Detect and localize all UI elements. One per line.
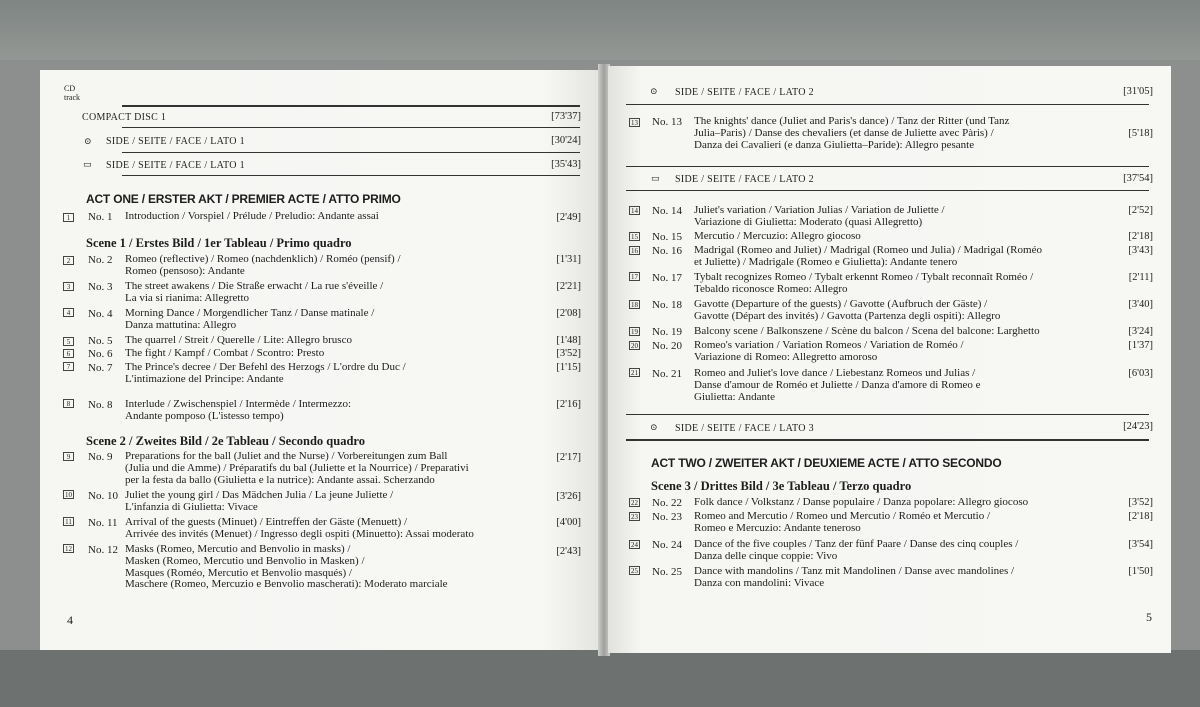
track-index: 5 xyxy=(63,337,74,346)
rule xyxy=(626,414,1149,415)
track-index: 13 xyxy=(631,119,638,127)
track-duration: [1'31] xyxy=(556,254,581,265)
track-number: No. 19 xyxy=(652,326,682,338)
side-duration: [37'54] xyxy=(1123,173,1153,184)
track-number: No. 11 xyxy=(88,517,118,529)
cd-icon: ⊙ xyxy=(650,86,658,96)
track-index: 10 xyxy=(65,491,72,499)
track-title xyxy=(694,272,1144,296)
track-index: 23 xyxy=(631,513,638,521)
track-line: Balcony scene / Balkonszene / Scène du balcon / Scena del balcone: Larghetto xyxy=(694,325,1040,337)
track-title xyxy=(125,544,545,591)
track-line: Juliet's variation / Variation Julias / Variation de Juliette / xyxy=(694,204,945,216)
track-duration: [3'52] xyxy=(1128,497,1153,508)
track-number: No. 3 xyxy=(88,281,113,293)
rule xyxy=(626,104,1149,105)
track-number: No. 6 xyxy=(88,348,113,360)
track-number: No. 25 xyxy=(652,566,682,578)
track-title xyxy=(694,539,1144,563)
track-line: Romeo (pensoso): Andante xyxy=(125,264,245,277)
track-title xyxy=(125,517,545,541)
track-index: 20 xyxy=(631,342,638,350)
track-line: The quarrel / Streit / Querelle / Lite: Allegro brusco xyxy=(125,334,352,346)
scene-heading: Scene 2 / Zweites Bild / 2e Tableau / Secondo quadro xyxy=(86,434,365,448)
track-line: The street awakens / Die Straße erwacht / La rue s'éveille / xyxy=(125,280,384,292)
cassette-icon: ▭ xyxy=(83,159,92,169)
track-duration: [2'52] xyxy=(1128,205,1153,216)
track-index: 17 xyxy=(631,273,638,281)
track-title xyxy=(694,511,1144,535)
side-duration: [30'24] xyxy=(551,135,581,146)
track-duration: [5'18] xyxy=(1128,128,1153,139)
track-title xyxy=(694,340,1144,364)
track-line: Julia–Paris) / Danse des chevaliers (et danse de Juliette avec Pàris) / xyxy=(694,126,994,139)
track-title xyxy=(125,281,545,305)
track-line: Variazione di Giulietta: Moderato (quasi Allegretto) xyxy=(694,215,923,228)
rule xyxy=(626,166,1149,167)
track-title xyxy=(125,211,545,223)
track-title xyxy=(694,245,1144,269)
track-line: Masques (Roméo, Mercutio et Benvolio masqués) / xyxy=(125,566,352,579)
track-title xyxy=(125,348,545,360)
cd-track-label xyxy=(64,84,80,102)
scene-heading: Scene 1 / Erstes Bild / 1er Tableau / Primo quadro xyxy=(86,236,352,250)
track-line: The Prince's decree / Der Befehl des Herzogs / L'ordre du Duc / xyxy=(125,361,406,373)
cassette-icon: ▭ xyxy=(651,173,660,183)
track-line: Mercutio / Mercuzio: Allegro giocoso xyxy=(694,230,861,242)
track-title xyxy=(125,451,545,486)
track-index: 18 xyxy=(631,301,638,309)
track-line: L'intimazione del Principe: Andante xyxy=(125,372,284,385)
track-line: Romeo's variation / Variation Romeos / Variation de Roméo / xyxy=(694,339,964,351)
track-number: No. 15 xyxy=(652,231,682,243)
track-index: 4 xyxy=(63,308,74,317)
track-line: Variazione di Romeo: Allegretto amoroso xyxy=(694,350,878,363)
track-duration: [2'49] xyxy=(556,212,581,223)
track-duration: [4'00] xyxy=(556,517,581,528)
right-page xyxy=(608,66,1171,653)
track-duration: [3'43] xyxy=(1128,245,1153,256)
track-line: (Julia und die Amme) / Préparatifs du bal (Juliette et la Nourrice) / Preparativi xyxy=(125,461,469,474)
track-duration: [2'17] xyxy=(556,452,581,463)
rule xyxy=(122,152,580,153)
track-index: 3 xyxy=(63,282,74,291)
track-line: Romeo e Mercuzio: Andante teneroso xyxy=(694,521,861,534)
track-duration: [3'40] xyxy=(1128,299,1153,310)
track-number: No. 9 xyxy=(88,451,113,463)
track-title xyxy=(694,205,1144,229)
track-line: Interlude / Zwischenspiel / Intermède / Intermezzo: xyxy=(125,398,352,410)
side-label: SIDE / SEITE / FACE / LATO 1 xyxy=(106,136,245,147)
track-duration: [2'11] xyxy=(1128,272,1153,283)
track-line: per la festa da ballo (Giulietta e la nutrice): Andante assai. Scherzando xyxy=(125,473,435,486)
disc-label: COMPACT DISC 1 xyxy=(82,112,167,123)
track-line: Gavotte (Departure of the guests) / Gavotte (Aufbruch der Gäste) / xyxy=(694,298,988,310)
side-duration: [31'05] xyxy=(1123,86,1153,97)
side-label: SIDE / SEITE / FACE / LATO 3 xyxy=(675,423,814,434)
track-line: Maschere (Romeo, Mercuzio e Benvolio mascherati): Moderato marciale xyxy=(125,578,448,591)
rule xyxy=(122,127,580,128)
track-number: No. 23 xyxy=(652,511,682,523)
track-number: No. 7 xyxy=(88,362,113,374)
track-number: No. 24 xyxy=(652,539,682,551)
track-index: 24 xyxy=(631,541,638,549)
track-line: Folk dance / Volkstanz / Danse populaire / Danza popolare: Allegro giocoso xyxy=(694,496,1029,508)
track-number: No. 18 xyxy=(652,299,682,311)
background-bottom xyxy=(0,650,1200,707)
act-heading: ACT TWO / ZWEITER AKT / DEUXIEME ACTE / ATTO SECONDO xyxy=(651,456,1002,470)
track-number: No. 20 xyxy=(652,340,682,352)
track-duration: [2'18] xyxy=(1128,511,1153,522)
track-number: No. 4 xyxy=(88,308,113,320)
track-line: Madrigal (Romeo and Juliet) / Madrigal (Romeo und Julia) / Madrigal (Roméo xyxy=(694,244,1042,256)
cd-icon: ⊙ xyxy=(650,422,658,432)
track-title xyxy=(694,116,1144,151)
track-line: Masks (Romeo, Mercutio and Benvolio in masks) / xyxy=(125,543,351,555)
track-number: No. 5 xyxy=(88,335,113,347)
track-index: 1 xyxy=(63,213,74,222)
track-number: No. 14 xyxy=(652,205,682,217)
side-duration: [35'43] xyxy=(551,159,581,170)
track-title xyxy=(125,399,545,423)
track-line: Juliet the young girl / Das Mädchen Julia / La jeune Juliette / xyxy=(125,489,394,501)
track-index: 22 xyxy=(631,499,638,507)
track-duration: [1'37] xyxy=(1128,340,1153,351)
track-title xyxy=(125,490,545,514)
disc-duration: [73'37] xyxy=(551,111,581,122)
rule xyxy=(122,175,580,176)
track-duration: [2'08] xyxy=(556,308,581,319)
track-line: Arrivée des invités (Menuet) / Ingresso degli ospiti (Minuetto): Assai moderato xyxy=(125,527,474,540)
track-number: No. 2 xyxy=(88,254,113,266)
track-duration: [6'03] xyxy=(1128,368,1153,379)
page-number: 5 xyxy=(1146,610,1152,624)
track-duration: [2'18] xyxy=(1128,231,1153,242)
side-label: SIDE / SEITE / FACE / LATO 2 xyxy=(675,87,814,98)
track-line: Romeo and Mercutio / Romeo und Mercutio / Roméo et Mercutio / xyxy=(694,510,991,522)
track-line: Dance with mandolins / Tanz mit Mandolinen / Danse avec mandolines / xyxy=(694,565,1015,577)
track-line: Danza dei Cavalieri (e danza Giulietta–Paride): Allegro pesante xyxy=(694,138,975,151)
track-line: Danza mattutina: Allegro xyxy=(125,318,237,331)
side-duration: [24'23] xyxy=(1123,421,1153,432)
track-title xyxy=(125,308,545,332)
track-number: No. 13 xyxy=(652,116,682,128)
track-title xyxy=(694,566,1144,590)
track-title xyxy=(694,326,1144,338)
track-duration: [2'43] xyxy=(556,546,581,557)
background-top xyxy=(0,0,1200,60)
track-index: 12 xyxy=(65,545,72,553)
track-label: track xyxy=(64,93,80,102)
track-title xyxy=(694,497,1144,509)
track-line: Morning Dance / Morgendlicher Tanz / Danse matinale / xyxy=(125,307,375,319)
track-index: 16 xyxy=(631,247,638,255)
rule xyxy=(626,190,1149,191)
track-duration: [3'54] xyxy=(1128,539,1153,550)
track-duration: [2'21] xyxy=(556,281,581,292)
track-duration: [2'16] xyxy=(556,399,581,410)
rule xyxy=(626,439,1149,441)
track-line: Danse d'amour de Roméo et Juliette / Danza d'amore di Romeo e xyxy=(694,378,981,391)
track-line: Dance of the five couples / Tanz der fünf Paare / Danse des cinq couples / xyxy=(694,538,1019,550)
track-duration: [3'26] xyxy=(556,491,581,502)
side-label: SIDE / SEITE / FACE / LATO 1 xyxy=(106,160,245,171)
track-line: Arrival of the guests (Minuet) / Eintreffen der Gäste (Menuett) / xyxy=(125,516,408,528)
track-number: No. 8 xyxy=(88,399,113,411)
rule xyxy=(122,105,580,107)
track-line: Introduction / Vorspiel / Prélude / Preludio: Andante assai xyxy=(125,210,379,222)
cd-icon: ⊙ xyxy=(84,136,92,146)
cd-label: CD xyxy=(64,84,76,93)
act-heading: ACT ONE / ERSTER AKT / PREMIER ACTE / ATTO PRIMO xyxy=(86,192,401,206)
scene-heading: Scene 3 / Drittes Bild / 3e Tableau / Terzo quadro xyxy=(651,479,912,493)
track-line: Gavotte (Départ des invités) / Gavotta (Partenza degli ospiti): Allegro xyxy=(694,309,1001,322)
track-duration: [1'48] xyxy=(556,335,581,346)
track-line: Preparations for the ball (Juliet and the Nurse) / Vorbereitungen zum Ball xyxy=(125,450,448,462)
track-title xyxy=(694,368,1144,403)
track-line: et Juliette) / Madrigale (Romeo e Giulietta): Andante tenero xyxy=(694,255,958,268)
track-title xyxy=(125,335,545,347)
track-index: 6 xyxy=(63,349,74,358)
track-number: No. 21 xyxy=(652,368,682,380)
page-number: 4 xyxy=(67,613,73,627)
track-index: 9 xyxy=(63,452,74,461)
track-line: The knights' dance (Juliet and Paris's dance) / Tanz der Ritter (und Tanz xyxy=(694,115,1010,127)
track-line: Danza con mandolini: Vivace xyxy=(694,576,825,589)
track-number: No. 1 xyxy=(88,211,113,223)
track-line: Romeo and Juliet's love dance / Liebestanz Romeos und Julias / xyxy=(694,367,976,379)
track-title xyxy=(125,362,545,386)
track-duration: [1'50] xyxy=(1128,566,1153,577)
track-index: 19 xyxy=(631,328,638,336)
track-index: 14 xyxy=(631,207,638,215)
track-number: No. 10 xyxy=(88,490,118,502)
track-index: 25 xyxy=(631,567,638,575)
track-index: 11 xyxy=(63,517,74,526)
track-line: Danza delle cinque coppie: Vivo xyxy=(694,549,838,562)
track-number: No. 22 xyxy=(652,497,682,509)
track-index: 2 xyxy=(63,256,74,265)
track-number: No. 12 xyxy=(88,544,118,556)
track-line: Tybalt recognizes Romeo / Tybalt erkennt Romeo / Tybalt reconnaît Roméo / xyxy=(694,271,1034,283)
track-title xyxy=(125,254,545,278)
track-duration: [3'52] xyxy=(556,348,581,359)
track-title xyxy=(694,231,1144,243)
track-index: 7 xyxy=(63,362,74,371)
track-index: 15 xyxy=(631,233,638,241)
track-index: 21 xyxy=(631,369,638,377)
track-line: Masken (Romeo, Mercutio und Benvolio in Masken) / xyxy=(125,554,365,567)
track-line: The fight / Kampf / Combat / Scontro: Presto xyxy=(125,347,325,359)
track-line: Giulietta: Andante xyxy=(694,390,775,403)
left-page xyxy=(40,70,600,650)
track-number: No. 16 xyxy=(652,245,682,257)
track-duration: [1'15] xyxy=(556,362,581,373)
track-line: Andante pomposo (L'istesso tempo) xyxy=(125,409,284,422)
track-line: La via si rianima: Allegretto xyxy=(125,291,250,304)
track-title xyxy=(694,299,1144,323)
track-index: 8 xyxy=(63,399,74,408)
track-line: Romeo (reflective) / Romeo (nachdenklich) / Roméo (pensif) / xyxy=(125,253,401,265)
side-label: SIDE / SEITE / FACE / LATO 2 xyxy=(675,174,814,185)
track-line: Tebaldo riconosce Romeo: Allegro xyxy=(694,282,848,295)
track-line: L'infanzia di Giulietta: Vivace xyxy=(125,500,258,513)
track-number: No. 17 xyxy=(652,272,682,284)
track-duration: [3'24] xyxy=(1128,326,1153,337)
